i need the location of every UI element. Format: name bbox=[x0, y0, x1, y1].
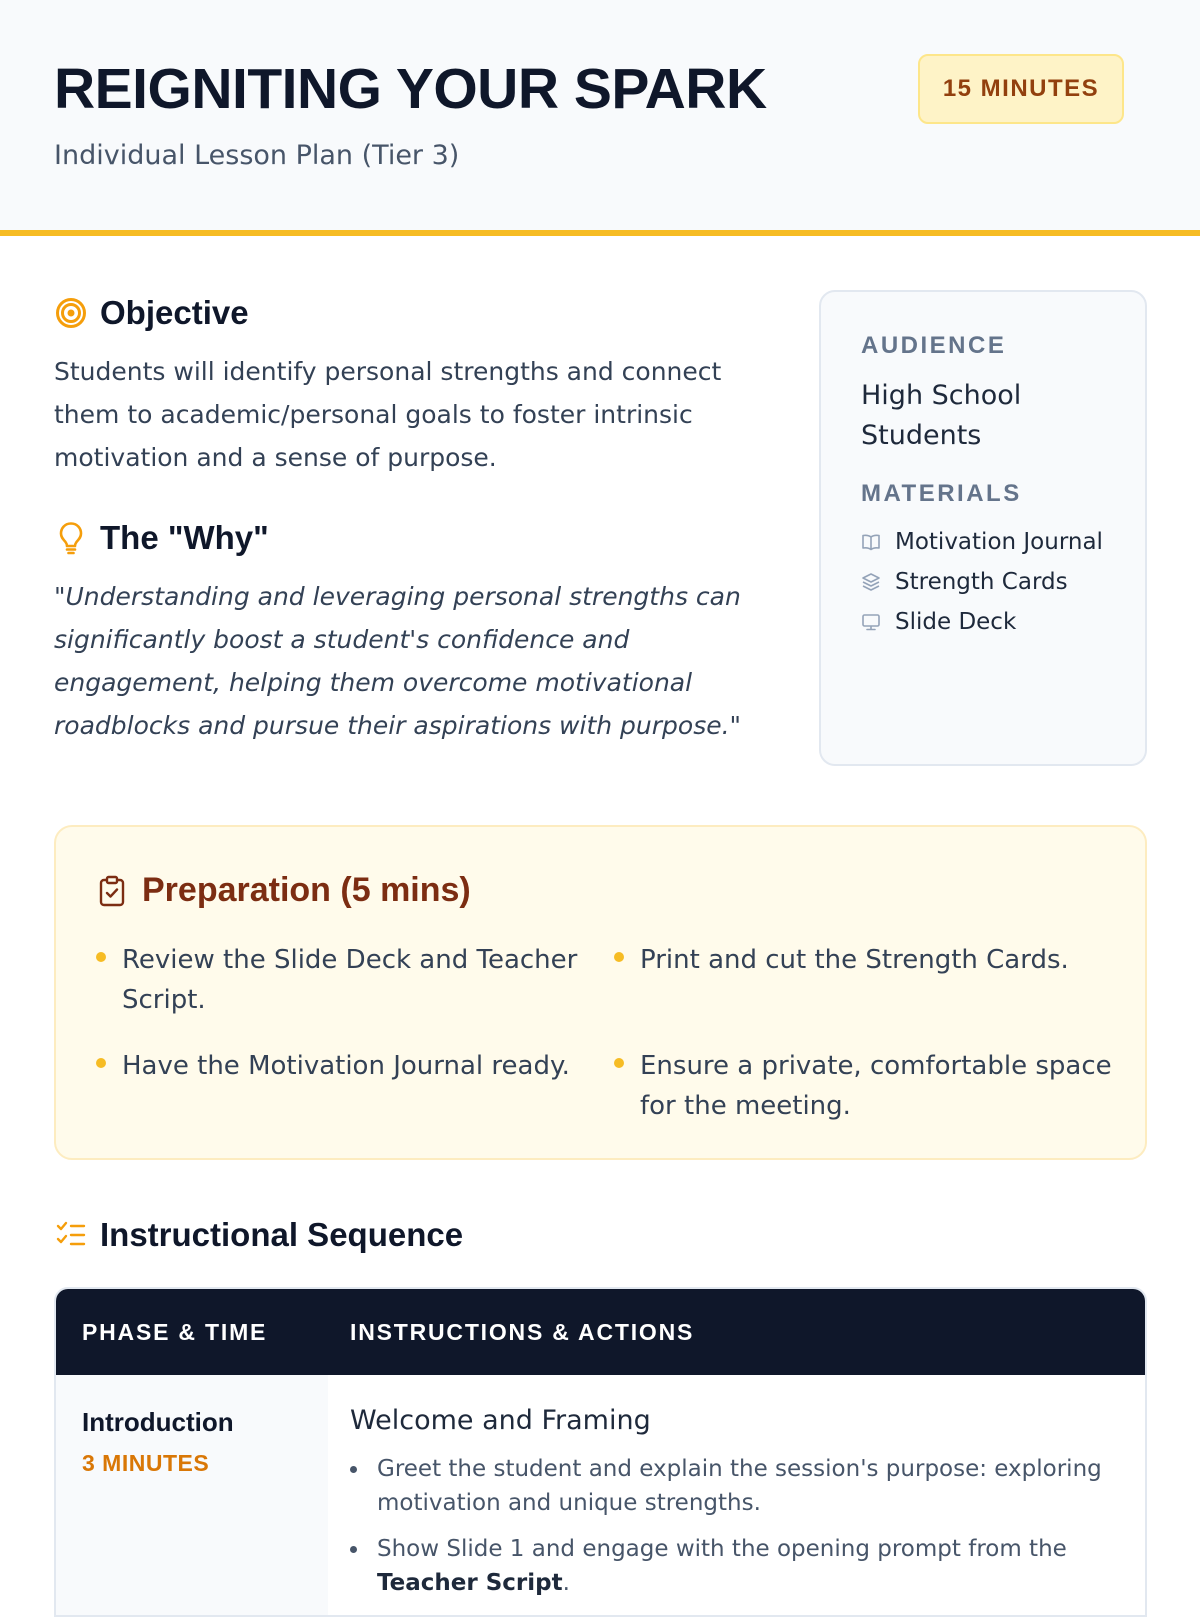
step-title: Welcome and Framing bbox=[350, 1405, 651, 1436]
objective-text: Students will identify personal strengths and connect them to academic/personal goals to foster intrinsic motivation and a sense of purpose. bbox=[54, 357, 722, 472]
step-item: Greet the student and explain the session's purpose: exploring motivation and unique strengths. bbox=[350, 1452, 1115, 1520]
page-subtitle: Individual Lesson Plan (Tier 3) bbox=[54, 140, 460, 171]
instructions-cell bbox=[328, 1375, 1145, 1617]
lightbulb-icon bbox=[54, 521, 88, 555]
bullet-dot bbox=[614, 1058, 624, 1068]
preparation-item: Ensure a private, comfortable space for the meeting. bbox=[614, 1046, 1114, 1126]
materials-label: MATERIALS bbox=[861, 480, 1022, 507]
objective-heading: Objective bbox=[100, 294, 249, 331]
teacher-script-ref: Teacher Script bbox=[377, 1570, 563, 1596]
details-card bbox=[819, 290, 1147, 766]
why-quote: "Understanding and leveraging personal strengths can significantly boost a student's confidence and engagement, helping them overcome motivational roadblocks and pursue their aspirations with purpose." bbox=[54, 582, 742, 740]
book-icon bbox=[861, 532, 881, 552]
material-label: Motivation Journal bbox=[895, 529, 1103, 555]
objective-heading-row bbox=[54, 294, 764, 332]
bullet-dot bbox=[614, 952, 624, 962]
list-checks-icon bbox=[54, 1218, 88, 1252]
clipboard-check-icon bbox=[96, 874, 128, 908]
bullet-dot bbox=[350, 1466, 357, 1473]
bullet-dot bbox=[96, 952, 106, 962]
preparation-heading: Preparation (5 mins) bbox=[142, 871, 471, 909]
audience-value: High School Students bbox=[861, 380, 1022, 451]
bullet-dot bbox=[96, 1058, 106, 1068]
phase-name: Introduction bbox=[82, 1407, 234, 1437]
duration-badge: 15 MINUTES bbox=[918, 54, 1124, 124]
material-label: Slide Deck bbox=[895, 609, 1017, 635]
page-header bbox=[0, 0, 1200, 236]
preparation-item: Print and cut the Strength Cards. bbox=[614, 940, 1114, 1020]
material-item bbox=[861, 562, 1105, 602]
objective-column bbox=[54, 294, 764, 747]
page-title: REIGNITING YOUR SPARK bbox=[54, 57, 767, 121]
preparation-card bbox=[54, 825, 1147, 1160]
material-label: Strength Cards bbox=[895, 569, 1068, 595]
step-list bbox=[350, 1452, 1115, 1600]
preparation-list bbox=[96, 940, 1112, 1126]
sequence-heading: Instructional Sequence bbox=[100, 1216, 464, 1253]
step-item: Show Slide 1 and engage with the opening prompt from the Teacher Script. bbox=[350, 1532, 1115, 1600]
sequence-heading-row bbox=[54, 1216, 463, 1254]
target-icon bbox=[54, 296, 88, 330]
column-header-phase: PHASE & TIME bbox=[82, 1318, 268, 1345]
layers-icon bbox=[861, 572, 881, 592]
materials-list bbox=[861, 522, 1105, 642]
preparation-item: Review the Slide Deck and Teacher Script. bbox=[96, 940, 614, 1020]
why-heading-row bbox=[54, 519, 764, 557]
material-item bbox=[861, 602, 1105, 642]
overview-section bbox=[0, 236, 1200, 771]
table-row bbox=[56, 1375, 1145, 1617]
why-heading: The "Why" bbox=[100, 519, 269, 556]
material-item bbox=[861, 522, 1105, 562]
table-header bbox=[56, 1289, 1145, 1375]
phase-cell bbox=[56, 1375, 328, 1617]
phase-time: 3 MINUTES bbox=[82, 1450, 210, 1476]
audience-label: AUDIENCE bbox=[861, 332, 1007, 359]
sequence-table bbox=[54, 1287, 1147, 1617]
column-header-instructions: INSTRUCTIONS & ACTIONS bbox=[350, 1318, 695, 1345]
bullet-dot bbox=[350, 1546, 357, 1553]
monitor-icon bbox=[861, 612, 881, 632]
preparation-heading-row bbox=[96, 871, 1105, 910]
preparation-item: Have the Motivation Journal ready. bbox=[96, 1046, 614, 1126]
